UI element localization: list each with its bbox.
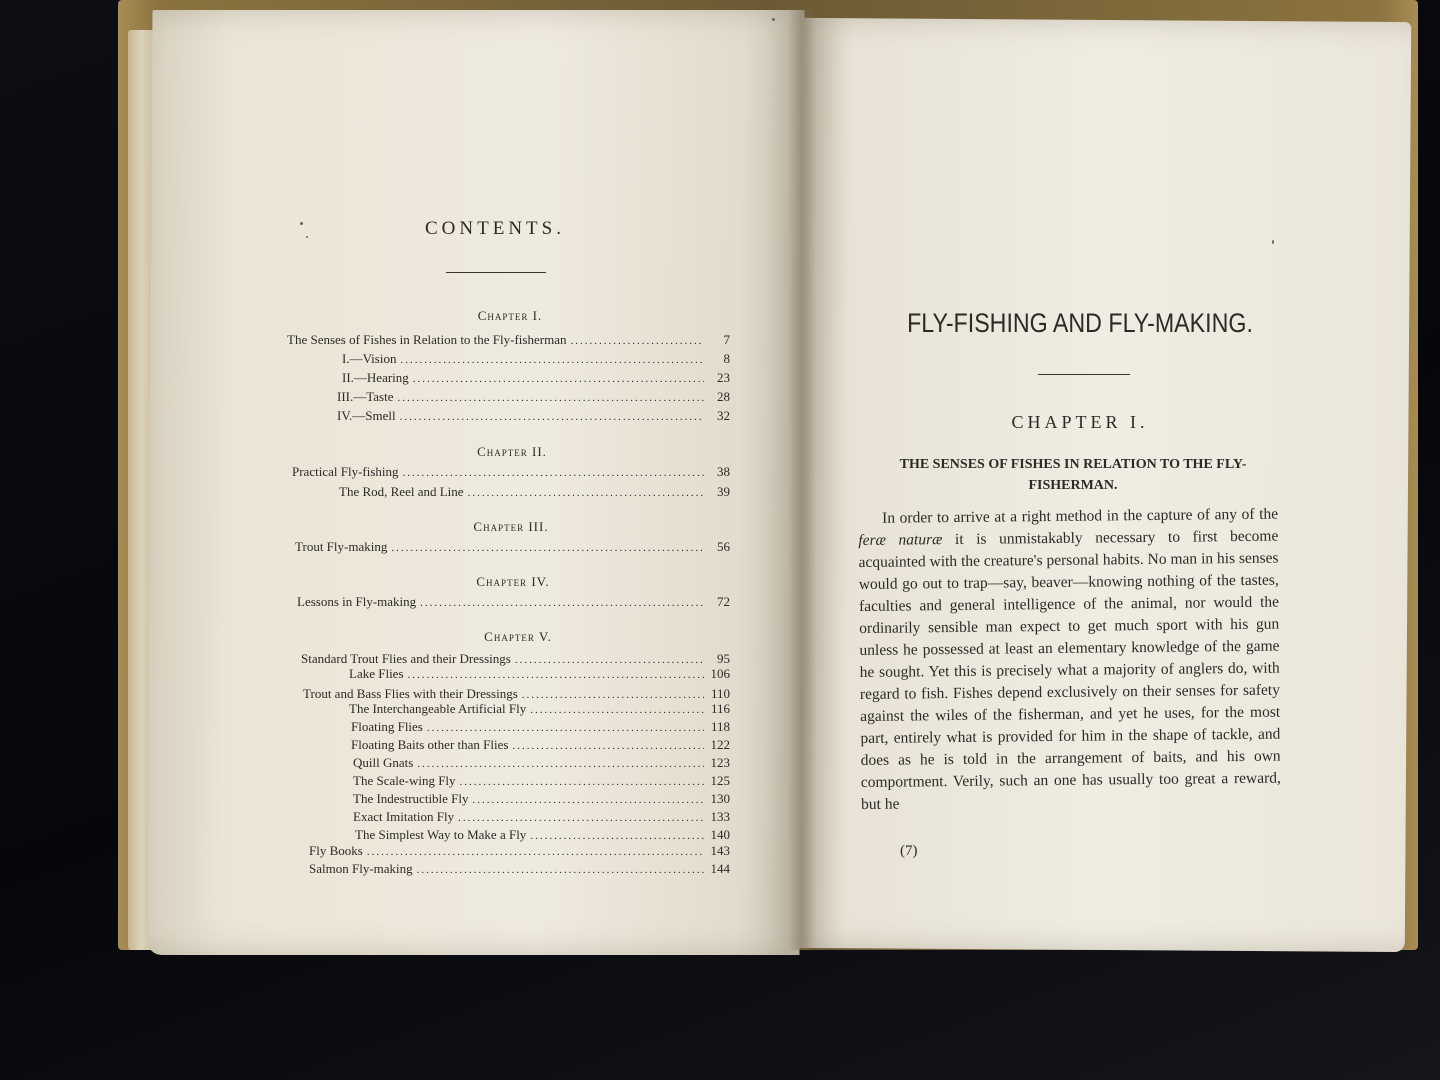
toc-entry-title: Trout Fly-making [295, 539, 388, 554]
dot-leader [400, 411, 704, 423]
chapter-label: Chapter IV. [476, 574, 550, 589]
toc-entry [297, 594, 730, 612]
toc-entry-title: The Simplest Way to Make a Fly [355, 827, 527, 842]
dot-leader [417, 864, 704, 876]
toc-entry [353, 809, 730, 827]
chapter-heading: CHAPTER I. [1011, 412, 1149, 432]
toc-entry [337, 389, 730, 407]
toc-entry [353, 791, 730, 809]
paper-speck [1272, 240, 1274, 244]
dot-leader [473, 794, 704, 806]
dot-leader [570, 335, 704, 347]
toc-entry-page: 125 [710, 773, 730, 788]
toc-entry-title: The Senses of Fishes in Relation to the Fly-fisherman [287, 332, 567, 347]
toc-entry-page: 95 [717, 651, 730, 666]
toc-entry-title: The Interchangeable Artificial Fly [349, 701, 527, 716]
toc-entry-title: Exact Imitation Fly [353, 809, 455, 824]
paper-speck [772, 18, 775, 21]
chapter-label: Chapter II. [477, 444, 547, 459]
toc-entry-title: III.—Taste [337, 389, 394, 404]
toc-entry-page: 38 [717, 464, 730, 479]
toc-entry-title: IV.—Smell [337, 408, 396, 423]
dot-leader [400, 354, 704, 366]
toc-entry-title: The Rod, Reel and Line [339, 484, 464, 499]
toc-entry-title: I.—Vision [342, 351, 397, 366]
section-title: THE SENSES OF FISHES IN RELATION TO THE FLY-FISHERMAN. [899, 457, 1247, 493]
contents-heading: CONTENTS. [425, 218, 565, 239]
toc-entry-page: 133 [710, 809, 730, 824]
toc-entry [339, 484, 730, 502]
toc-entry-title: Floating Baits other than Flies [351, 737, 509, 752]
toc-entry-page: 39 [717, 484, 730, 499]
dot-leader [458, 812, 704, 824]
body-paragraph [858, 504, 1281, 816]
toc-entry-title: Quill Gnats [353, 755, 414, 770]
dot-leader [408, 669, 704, 681]
toc-entry-page: 72 [717, 594, 730, 609]
toc-entry [353, 755, 730, 773]
dot-leader [403, 467, 704, 479]
toc-entry-page: 123 [710, 755, 730, 770]
dot-leader [427, 722, 704, 734]
toc-entry-title: The Scale-wing Fly [353, 773, 456, 788]
toc-entry-page: 56 [717, 539, 730, 554]
toc-entry [351, 737, 730, 755]
toc-entry-title: Practical Fly-fishing [292, 464, 399, 479]
chapter-label: Chapter V. [484, 629, 552, 644]
dot-leader [397, 392, 704, 404]
toc-entry-title: Lessons in Fly-making [297, 594, 417, 609]
dot-leader [417, 758, 704, 770]
body-text [858, 504, 1281, 816]
toc-entry-page: 8 [723, 351, 730, 366]
dot-leader [391, 542, 704, 554]
toc-entry-page: 32 [717, 408, 730, 423]
toc-entry-page: 130 [710, 791, 730, 806]
toc-entry [349, 666, 730, 684]
paper-speck [306, 236, 308, 238]
book-gutter [788, 10, 816, 950]
paper-speck [300, 222, 303, 225]
toc-entry [337, 408, 730, 426]
toc-entry [351, 719, 730, 737]
dot-leader [460, 776, 704, 788]
toc-entry [287, 332, 730, 350]
toc-entry-title: Lake Flies [349, 666, 404, 681]
toc-entry-page: 144 [710, 861, 730, 876]
toc-entry-page: 23 [717, 370, 730, 385]
chapter-label: Chapter III. [473, 519, 549, 534]
title-rule [1038, 374, 1130, 375]
book-title: FLY-FISHING AND FLY-MAKING. [907, 308, 1253, 338]
toc-entry [349, 701, 730, 719]
toc-entry [295, 539, 730, 557]
page-number: (7) [900, 843, 918, 859]
toc-entry-page: 143 [710, 843, 730, 858]
toc-entry-title: Standard Trout Flies and their Dressings [301, 651, 511, 666]
latin-phrase: feræ naturæ [858, 531, 943, 549]
dot-leader [413, 373, 704, 385]
toc-entry-page: 28 [717, 389, 730, 404]
toc-entry [309, 861, 730, 879]
toc-entry [353, 773, 730, 791]
dot-leader [530, 830, 704, 842]
toc-entry [292, 464, 730, 482]
toc-entry [342, 370, 730, 388]
dot-leader [512, 740, 704, 752]
dot-leader [420, 597, 704, 609]
toc-entry [342, 351, 730, 369]
toc-entry-title: Floating Flies [351, 719, 423, 734]
toc-entry-page: 106 [710, 666, 730, 681]
toc-entry-page: 110 [710, 686, 730, 701]
toc-entry-page: 7 [723, 332, 730, 347]
dot-leader [522, 689, 704, 701]
dot-leader [468, 487, 704, 499]
toc-entry-page: 116 [710, 701, 730, 716]
toc-entry-title: Trout and Bass Flies with their Dressings [303, 686, 518, 701]
heading-rule [446, 272, 546, 273]
toc-entry-title: II.—Hearing [342, 370, 409, 385]
toc-entry-page: 118 [710, 719, 730, 734]
toc-entry-page: 140 [710, 827, 730, 842]
toc-entry-title: The Indestructible Fly [353, 791, 469, 806]
toc-entry-title: Fly Books [309, 843, 363, 858]
body-text-start: In order to arrive at a right method in the capture of any of the [882, 505, 1279, 527]
toc-entry-title: Salmon Fly-making [309, 861, 413, 876]
dot-leader [367, 846, 704, 858]
dot-leader [530, 704, 704, 716]
dot-leader [515, 654, 704, 666]
body-text-rest: it is unmistakably necessary to first become acquainted with the creature's personal habits. No man in his senses would go out to trap—say, beaver—knowing nothing of the tastes, faculties and general intelligence of the animal, nor would the ordinarily sensible man expect to get much sport with his gun unless he possessed at least an elementary knowledge of the game he sought. Yet this is precisely what a majority of anglers do, with regard to fish. Fishes depend exclusively on their senses for safety against the wiles of the fisherman, and yet he uses, for the most part, entirely what is provided for him in the shape of tackle, and does as he is told in the arrangement of baits, and his own comportment. Verily, such an one has usually too great a reward, but he [858, 527, 1281, 813]
chapter-label: Chapter I. [477, 308, 543, 323]
toc-entry [309, 843, 730, 861]
toc-entry-page: 122 [710, 737, 730, 752]
